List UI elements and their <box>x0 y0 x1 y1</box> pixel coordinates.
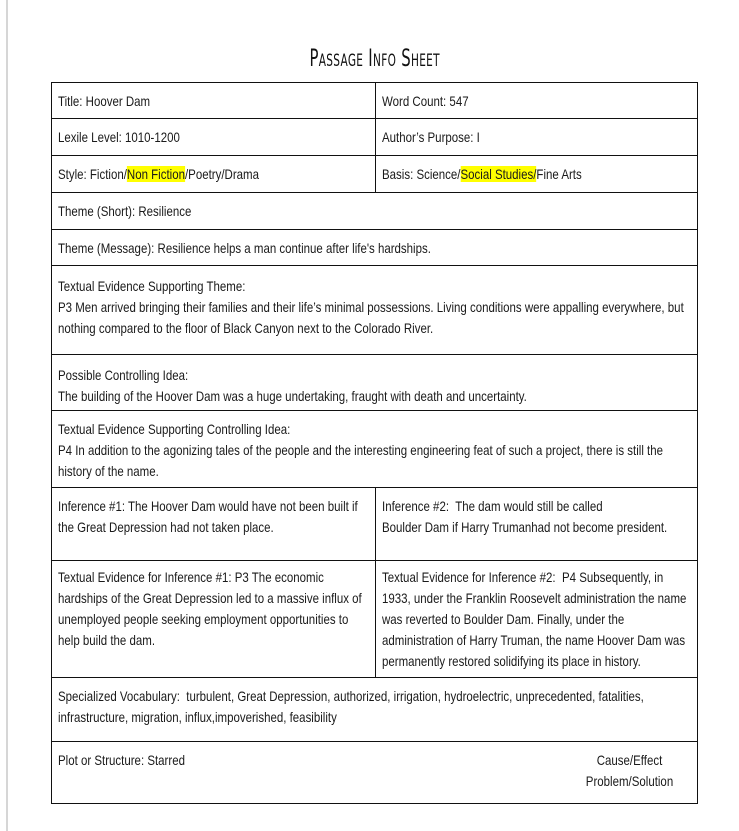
basis-option-social-studies-highlighted: Social Studies <box>460 166 534 182</box>
evidence-controlling-idea-label: Textual Evidence Supporting Controlling Idea: <box>58 421 291 437</box>
inference-2-line1: The dam would still be called <box>455 498 603 514</box>
separator: / <box>533 166 537 182</box>
evidence-controlling-idea-value: P4 In addition to the agonizing tales of the people and the interesting engineering feat of such a project, there is still the history of the name. <box>58 442 664 479</box>
row-evidence-theme <box>52 266 698 355</box>
cell-theme-message[interactable] <box>52 230 698 266</box>
lexile-value: 1010-1200 <box>125 129 180 145</box>
cell-controlling-idea[interactable] <box>52 355 698 411</box>
evidence-theme-value: P3 Men arrived bringing their families and their life’s minimal possessions. Living conditions were appalling everywhere, but nothing compared to the floor of Black Canyon next to the Colorado River. <box>58 299 684 336</box>
cell-style[interactable] <box>52 156 376 193</box>
row-theme-short <box>52 193 698 230</box>
cell-plot-structure[interactable] <box>52 742 698 804</box>
cell-evidence-theme[interactable] <box>52 266 698 355</box>
basis-label: Basis: <box>382 166 414 182</box>
row-evidence-inferences <box>52 561 698 678</box>
style-option-poetry: Poetry <box>188 166 222 182</box>
basis-option-science: Science <box>416 166 458 182</box>
title-label: Title: <box>58 93 83 109</box>
controlling-idea-value: The building of the Hoover Dam was a huge undertaking, fraught with death and uncertainty. <box>58 388 527 404</box>
evidence-theme-label: Textual Evidence Supporting Theme: <box>58 278 246 294</box>
style-label: Style: <box>58 166 87 182</box>
row-lexile-purpose <box>52 119 698 156</box>
row-style-basis <box>52 156 698 193</box>
cell-evidence-inference-1[interactable] <box>52 561 376 678</box>
row-evidence-controlling-idea <box>52 411 698 488</box>
row-vocabulary <box>52 678 698 742</box>
row-plot-structure <box>52 742 698 804</box>
evidence-inference-1-label: Textual Evidence for Inference #1: <box>58 569 232 585</box>
cell-inference-1[interactable] <box>52 488 376 561</box>
inference-2-line2: Boulder Dam if Harry Trumanhad not become president. <box>382 519 668 535</box>
plot-structure-label: Plot or Structure: <box>58 752 145 768</box>
cell-inference-2[interactable] <box>376 488 698 561</box>
theme-short-value: Resilience <box>138 203 192 219</box>
page-title: Passage Info Sheet <box>309 44 440 72</box>
style-option-drama: Drama <box>224 166 259 182</box>
cell-basis[interactable] <box>376 156 698 193</box>
cell-evidence-controlling-idea[interactable] <box>52 411 698 488</box>
row-controlling-idea <box>52 355 698 411</box>
word-count-label: Word Count: <box>382 93 447 109</box>
inference-2-label: Inference #2: <box>382 498 450 514</box>
inference-1-label: Inference #1: <box>58 498 126 514</box>
plot-option-cause-effect: Cause/Effect <box>596 752 663 768</box>
evidence-inference-2-label: Textual Evidence for Inference #2: <box>382 569 556 585</box>
inference-1-value: The Hoover Dam would have not been built if the Great Depression had not taken place. <box>58 498 358 535</box>
separator: / <box>123 166 127 182</box>
evidence-inference-1-value: P3 The economic hardships of the Great Depression led to a massive influx of unemployed people seeking employment opportunities to help build the dam. <box>58 569 362 648</box>
row-inferences <box>52 488 698 561</box>
separator: / <box>457 166 461 182</box>
row-theme-message <box>52 230 698 266</box>
style-option-fiction: Fiction <box>89 166 124 182</box>
page-left-edge <box>6 0 8 831</box>
controlling-idea-label: Possible Controlling Idea: <box>58 367 189 383</box>
vocabulary-value: turbulent, Great Depression, authorized, irrigation, hydroelectric, unprecedented, fatalities, infrastructure, migration, influx,impoverished, feasibility <box>58 688 644 725</box>
lexile-label: Lexile Level: <box>58 129 122 145</box>
evidence-inference-2-value: P4 Subsequently, in 1933, under the Franklin Roosevelt administration the name was reverted to Boulder Dam. Finally, under the administration of Harry Truman, the name Hoover Dam was permanently restored solidifying its place in history. <box>382 569 687 669</box>
cell-theme-short[interactable] <box>52 193 698 230</box>
cell-word-count[interactable] <box>376 83 698 119</box>
authors-purpose-label: Author’s Purpose: <box>382 129 474 145</box>
cell-vocabulary[interactable] <box>52 678 698 742</box>
style-option-nonfiction-highlighted: Non Fiction <box>126 166 185 182</box>
basis-option-fine-arts: Fine Arts <box>536 166 582 182</box>
cell-lexile[interactable] <box>52 119 376 156</box>
theme-short-label: Theme (Short): <box>58 203 136 219</box>
plot-option-problem-solution: Problem/Solution <box>585 773 674 789</box>
cell-title[interactable] <box>52 83 376 119</box>
authors-purpose-value: I <box>476 129 480 145</box>
separator: / <box>184 166 189 182</box>
theme-message-label: Theme (Message): <box>58 240 155 256</box>
plot-structure-value: Starred <box>147 752 185 768</box>
passage-info-table <box>51 82 698 804</box>
theme-message-value: Resilience helps a man continue after life's hardships. <box>157 240 431 256</box>
cell-authors-purpose[interactable] <box>376 119 698 156</box>
title-value: Hoover Dam <box>85 93 151 109</box>
vocabulary-label: Specialized Vocabulary: <box>58 688 180 704</box>
cell-evidence-inference-2[interactable] <box>376 561 698 678</box>
separator: / <box>221 166 225 182</box>
plot-structure-options <box>538 750 688 792</box>
row-title-wordcount <box>52 83 698 119</box>
word-count-value: 547 <box>449 93 469 109</box>
